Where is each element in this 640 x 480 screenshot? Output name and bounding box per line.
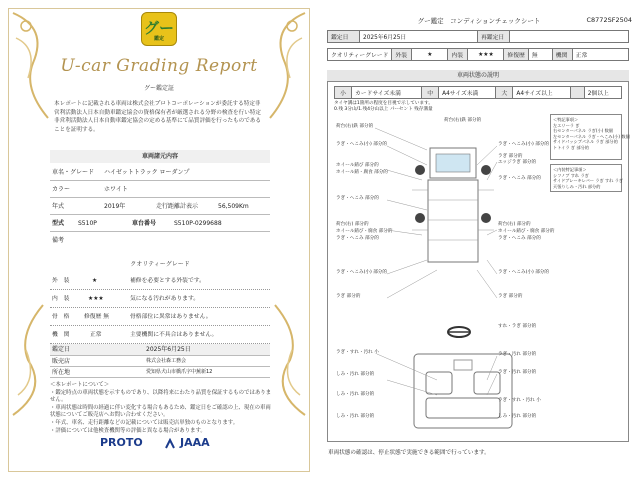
- intro-paragraph: 本レポートに記載される車両は株式会社プロトコーポレーションが委託する特定非営利活動法人日本自動車鑑定協会の資格保有者が厳選される分野の検査を行い特定非営利活動法人日本自動車鑑定協会の定める基準にて品質評価を行ったものであることを証明する。: [54, 101, 261, 133]
- spec-label: カラー: [52, 186, 71, 193]
- spec-label: 型式: [52, 220, 65, 227]
- defect-label: ラぎ・汚れ 部分的: [498, 370, 537, 375]
- defect-label: すれ・ラぎ 部分的: [498, 324, 537, 329]
- note-line: ＜本レポートについて＞: [50, 382, 110, 388]
- footer-value: 株式会社森工務会: [146, 358, 187, 364]
- footer-row-dealer: [50, 356, 270, 367]
- footer-label: 販売店: [52, 358, 71, 365]
- spec-row-car: [50, 164, 270, 181]
- defect-label: しみ・汚れ 部分的: [336, 414, 375, 419]
- spec-row-color: [50, 181, 270, 198]
- footer-value: 2025年6月25日: [146, 346, 191, 353]
- defect-label: ラぎ・へこみ(小) 部分的: [498, 270, 549, 275]
- grade-label: 外 装: [52, 278, 70, 284]
- size-cell: [570, 87, 584, 99]
- truck-top-view-diagram: [398, 140, 508, 270]
- defect-label: ラぎ・へこみ 部分的: [336, 196, 379, 201]
- certificate-name: グー鑑定証: [143, 85, 174, 92]
- defect-label: ラぎ・へこみ(小) 部分的: [336, 270, 387, 275]
- condition-check-sheet: [318, 0, 640, 480]
- spec-value: S510P-0299688: [174, 220, 222, 227]
- interior-remarks-text: ＜内装特記事項＞ シフノブ すれ ラぎ サイドブレーキレバー ラぎ すれ ラぎ 天張りしみ・汚れ 部分的: [553, 167, 624, 189]
- defect-label: ラぎ・すれ・汚れ 小: [498, 398, 541, 403]
- note-line: ・鑑定時点の車両状態を示すものであり、以降将来にわたり品質を保証するものではありません。: [50, 389, 272, 404]
- grade-label: 機 関: [52, 332, 70, 338]
- defect-label: ラぎ 部分的: [498, 154, 523, 159]
- spec-value: 56,509Km: [218, 203, 249, 210]
- defect-label: ラぎ 部分的: [498, 294, 523, 299]
- grade-stars: 正常: [90, 332, 102, 338]
- footer-row-address: [50, 367, 270, 378]
- engine-label: 機関: [552, 49, 572, 61]
- interior-seats-diagram: [408, 350, 518, 432]
- defect-label: しみ・汚れ 部分的: [498, 414, 537, 419]
- bottom-note: 車両状態の確認は、停止状態で実施できる範囲で行っています。: [328, 450, 490, 456]
- spec-label: 車台番号: [132, 220, 157, 227]
- grade-desc: 主要機関に不具合はありません。: [130, 332, 218, 338]
- sheet-code: C8772SF2504: [586, 16, 632, 24]
- jaaa-mark-icon: [164, 438, 176, 450]
- grade-desc: 補修を必要とする外装です。: [130, 278, 205, 284]
- defect-label: 荷台(右)鉄 部分的: [336, 124, 374, 129]
- size-cell: 中: [422, 87, 439, 99]
- exterior-value: ★: [412, 49, 448, 61]
- steering-wheel-icon: [446, 325, 472, 339]
- defect-label: ラぎ・へこみ(小) 部分的: [336, 142, 387, 147]
- defect-label: 荷台(右) 部分的: [336, 222, 369, 227]
- defect-label: ホイール錆び 部分的: [336, 163, 379, 168]
- grading-certificate: [0, 0, 318, 480]
- size-cell: A4サイズ未満: [439, 87, 496, 99]
- spec-label: 車名・グレード: [52, 169, 95, 176]
- date-table: [327, 30, 629, 43]
- logo-subtext: 鑑定: [153, 36, 164, 42]
- spec-label: 年式: [52, 203, 65, 210]
- size-cell: A4サイズ以上: [513, 87, 570, 99]
- note-line: ・車両状態は時間の経過に伴い変化する場合もあるため、鑑定日をご確認の上、現在の車両状態についてご販売店へお問い合わせください。: [50, 404, 271, 419]
- grade-row-interior: [50, 290, 270, 308]
- grade-desc: 気になる汚れがあります。: [130, 296, 200, 302]
- tire-note: タイヤ溝は1箇所の程度を目視で示しています。 0.残 3分山/1.残4分山以上 パーセント 残存溝量: [334, 101, 433, 112]
- remarks-box: [550, 114, 630, 160]
- size-cell: 大: [496, 87, 513, 99]
- defect-label: エッジラぎ 部分的: [498, 160, 537, 165]
- spec-label: 備考: [52, 237, 65, 244]
- reappraisal-label: 再鑑定日: [478, 31, 510, 43]
- interior-label: 内装: [448, 49, 468, 61]
- spec-row-year: [50, 198, 270, 215]
- grade-table: [327, 48, 629, 61]
- size-legend-table: [334, 86, 622, 99]
- defect-label: ラぎ・汚れ 部分的: [498, 352, 537, 357]
- note-line: ・評価については他検査機関等の評価と異なる場合があります。: [50, 427, 206, 434]
- grade-desc: 骨格部位に異常はありません。: [130, 314, 212, 320]
- grade-row-exterior: [50, 272, 270, 290]
- diagram-header: 車両状態の説明: [327, 70, 629, 82]
- defect-label: ラぎ 部分的: [336, 294, 361, 299]
- spec-label: 走行距離計表示: [156, 203, 199, 210]
- footer-row-date: [50, 344, 270, 356]
- interior-remarks-box: [550, 164, 622, 192]
- remarks-text: ＜特記事項＞ 左エリーラ ぎ 右センターパネル ラぎ(小) 数個 左センターパネル ラぎ・へこみ(小) 数個 サイドパッシブパネル ラぎ 部分的 トトイラ ぎ 部分的: [553, 117, 630, 150]
- report-title: U-car Grading Report: [60, 56, 258, 76]
- sheet-title: グー鑑定 コンディションチェックシート: [417, 17, 541, 25]
- grade-stars: ★: [92, 278, 98, 284]
- report-notes: [50, 382, 272, 435]
- spec-row-model: [50, 215, 270, 232]
- exterior-label: 外装: [392, 49, 412, 61]
- size-cell: 2個以上: [584, 87, 621, 99]
- date-value: 2025年6月25日: [360, 31, 478, 43]
- defect-label: ラぎ・すれ・汚れ 小: [336, 350, 379, 355]
- defect-label: ラぎ・へこみ 部分的: [336, 236, 379, 241]
- footer-label: 所在地: [52, 369, 71, 376]
- engine-value: 正常: [572, 49, 628, 61]
- interior-value: ★★★: [468, 49, 504, 61]
- defect-label: ラぎ・へこみ 部分的: [498, 236, 541, 241]
- spec-value: ホワイト: [104, 186, 128, 193]
- spec-value: 2019年: [104, 203, 126, 210]
- footer-label: 鑑定日: [52, 346, 71, 353]
- reappraisal-value: [510, 31, 629, 43]
- footer-logos: [100, 436, 260, 452]
- defect-label: 荷台(右)鉄 部分的: [444, 118, 482, 123]
- defect-label: しみ・汚れ 部分的: [336, 392, 375, 397]
- defect-label: ラぎ・へこみ(小) 部分的: [498, 142, 549, 147]
- proto-logo: PROTO: [100, 436, 143, 449]
- quality-label: クオリティーグレード: [328, 49, 392, 61]
- spec-value: S510P: [78, 220, 97, 227]
- repair-label: 修復歴: [504, 49, 528, 61]
- logo-text: グー: [143, 19, 174, 37]
- jaaa-logo: JAAA: [180, 436, 210, 449]
- grade-row-frame: [50, 308, 270, 326]
- goo-kantei-logo: [141, 12, 177, 46]
- note-line: ・年式、車名、走行距離などの記載については販売店単独のものとなります。: [50, 419, 239, 426]
- grade-stars: ★★★: [88, 296, 104, 302]
- repair-value: 無: [528, 49, 552, 61]
- spec-value: ハイゼットトラック ローダンプ: [104, 169, 190, 176]
- grade-stars: 修復歴 無: [84, 314, 110, 320]
- spec-row-remarks: [50, 232, 270, 260]
- footer-value: 愛知県犬山市橋爪字中蕪新12: [146, 369, 213, 375]
- defect-label: ホイール錆・腐食 部分的: [336, 170, 388, 175]
- spec-section-header: 車両諸元内容: [50, 150, 270, 163]
- size-cell: カードサイズ未満: [351, 87, 421, 99]
- grade-label: 内 装: [52, 296, 70, 302]
- grade-label: 骨 格: [52, 314, 70, 320]
- defect-label: ラぎ・へこみ 部分的: [498, 176, 541, 181]
- size-cell: 小: [335, 87, 352, 99]
- quality-section-header: クオリティーグレード: [50, 258, 270, 271]
- defect-label: ホイール錆び・腐食 部分的: [336, 229, 393, 234]
- defect-label: 荷台(右) 部分的: [498, 222, 531, 227]
- defect-label: しみ・汚れ 部分的: [336, 372, 375, 377]
- defect-label: ホイール錆び・腐食 部分的: [498, 229, 555, 234]
- date-label: 鑑定日: [328, 31, 360, 43]
- grade-row-engine: [50, 326, 270, 344]
